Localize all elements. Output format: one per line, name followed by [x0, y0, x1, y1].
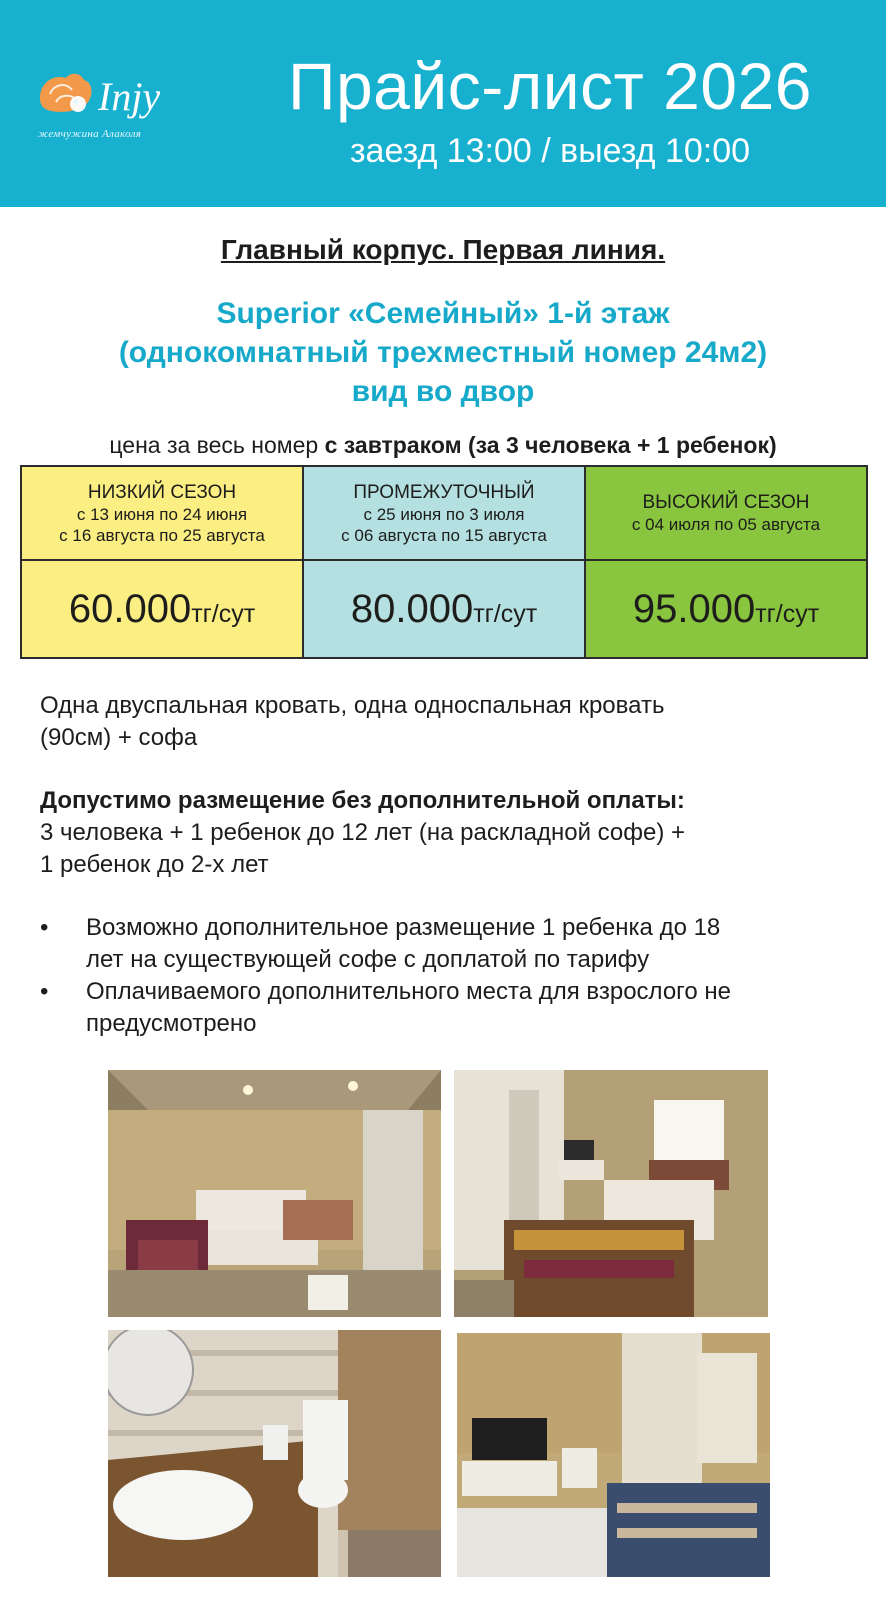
room-title: [0, 294, 886, 411]
price-cell-high: [585, 560, 867, 658]
accommodation-line: 3 человека + 1 ребенок до 12 лет (на раскладной софе) +: [40, 819, 686, 846]
room-photo-bedroom-sofa: [108, 1070, 441, 1317]
page-title: Прайс-лист 2026: [288, 49, 812, 123]
season-price-row: [21, 560, 867, 658]
price-cell-mid: [303, 560, 585, 658]
price-unit: тг/сут: [755, 599, 820, 628]
list-item-line: Оплачиваемого дополнительного места для взрослого не: [86, 978, 732, 1005]
list-item-line: Возможно дополнительное размещение 1 ребенка до 18: [86, 914, 721, 941]
room-photo-bathroom: [108, 1330, 441, 1577]
accommodation-heading: Допустимо размещение без дополнительной оплаты:: [40, 787, 685, 814]
price-value: 95.000: [632, 586, 756, 631]
season-cell-low: [21, 466, 303, 560]
price-note-prefix: цена за весь номер: [109, 432, 325, 458]
list-item: [40, 912, 860, 976]
season-cell-mid: [303, 466, 585, 560]
building-heading: Главный корпус. Первая линия.: [220, 234, 666, 265]
room-photo-bedroom-wardrobe: [454, 1070, 768, 1317]
price-unit: тг/сут: [473, 599, 538, 628]
price-unit: тг/сут: [191, 599, 256, 628]
room-title-line: Superior «Семейный» 1-й этаж: [216, 297, 670, 330]
logo-wordmark: Injy: [98, 74, 161, 119]
season-dates: с 13 июня по 24 июня: [76, 504, 248, 524]
list-item-line: предусмотрено: [86, 1010, 257, 1037]
season-name: ПРОМЕЖУТОЧНЫЙ: [353, 481, 535, 503]
bullet-icon: •: [40, 978, 49, 1005]
room-title-line: вид во двор: [351, 375, 535, 408]
season-name: НИЗКИЙ СЕЗОН: [87, 481, 237, 503]
beds-line: Одна двуспальная кровать, одна односпальная кровать: [40, 692, 665, 719]
price-note-breakfast: с завтраком (за 3 человека + 1 ребенок): [324, 432, 777, 458]
pearl-shell-logo-icon: [36, 68, 186, 124]
hotel-logo: [36, 64, 186, 154]
price-value: 80.000: [350, 586, 474, 631]
room-photo-bedroom-tv: [457, 1333, 770, 1577]
accommodation-line: 1 ребенок до 2-х лет: [40, 851, 269, 878]
season-cell-high: [585, 466, 867, 560]
price-table: [20, 465, 868, 659]
price-note: [0, 432, 886, 459]
room-description: [40, 690, 860, 1040]
header-banner: [0, 0, 886, 207]
checkin-checkout-times: заезд 13:00 / выезд 10:00: [349, 132, 751, 170]
beds-line: (90см) + софа: [40, 724, 198, 751]
season-name: ВЫСОКИЙ СЕЗОН: [642, 492, 810, 513]
conditions-list: [40, 912, 860, 1040]
price-value: 60.000: [68, 586, 192, 631]
bullet-icon: •: [40, 914, 49, 941]
price-cell-low: [21, 560, 303, 658]
season-dates: с 06 августа по 15 августа: [341, 525, 547, 545]
room-title-line: (однокомнатный трехместный номер 24м2): [118, 336, 768, 369]
season-dates: с 25 июня по 3 июля: [363, 504, 525, 524]
season-dates: с 04 июля по 05 августа: [631, 515, 821, 534]
list-item: [40, 976, 860, 1040]
season-header-row: [21, 466, 867, 560]
list-item-line: лет на существующей софе с доплатой по тарифу: [86, 946, 650, 973]
season-dates: с 16 августа по 25 августа: [59, 525, 265, 545]
logo-subtitle: жемчужина Алаколя: [38, 128, 142, 140]
